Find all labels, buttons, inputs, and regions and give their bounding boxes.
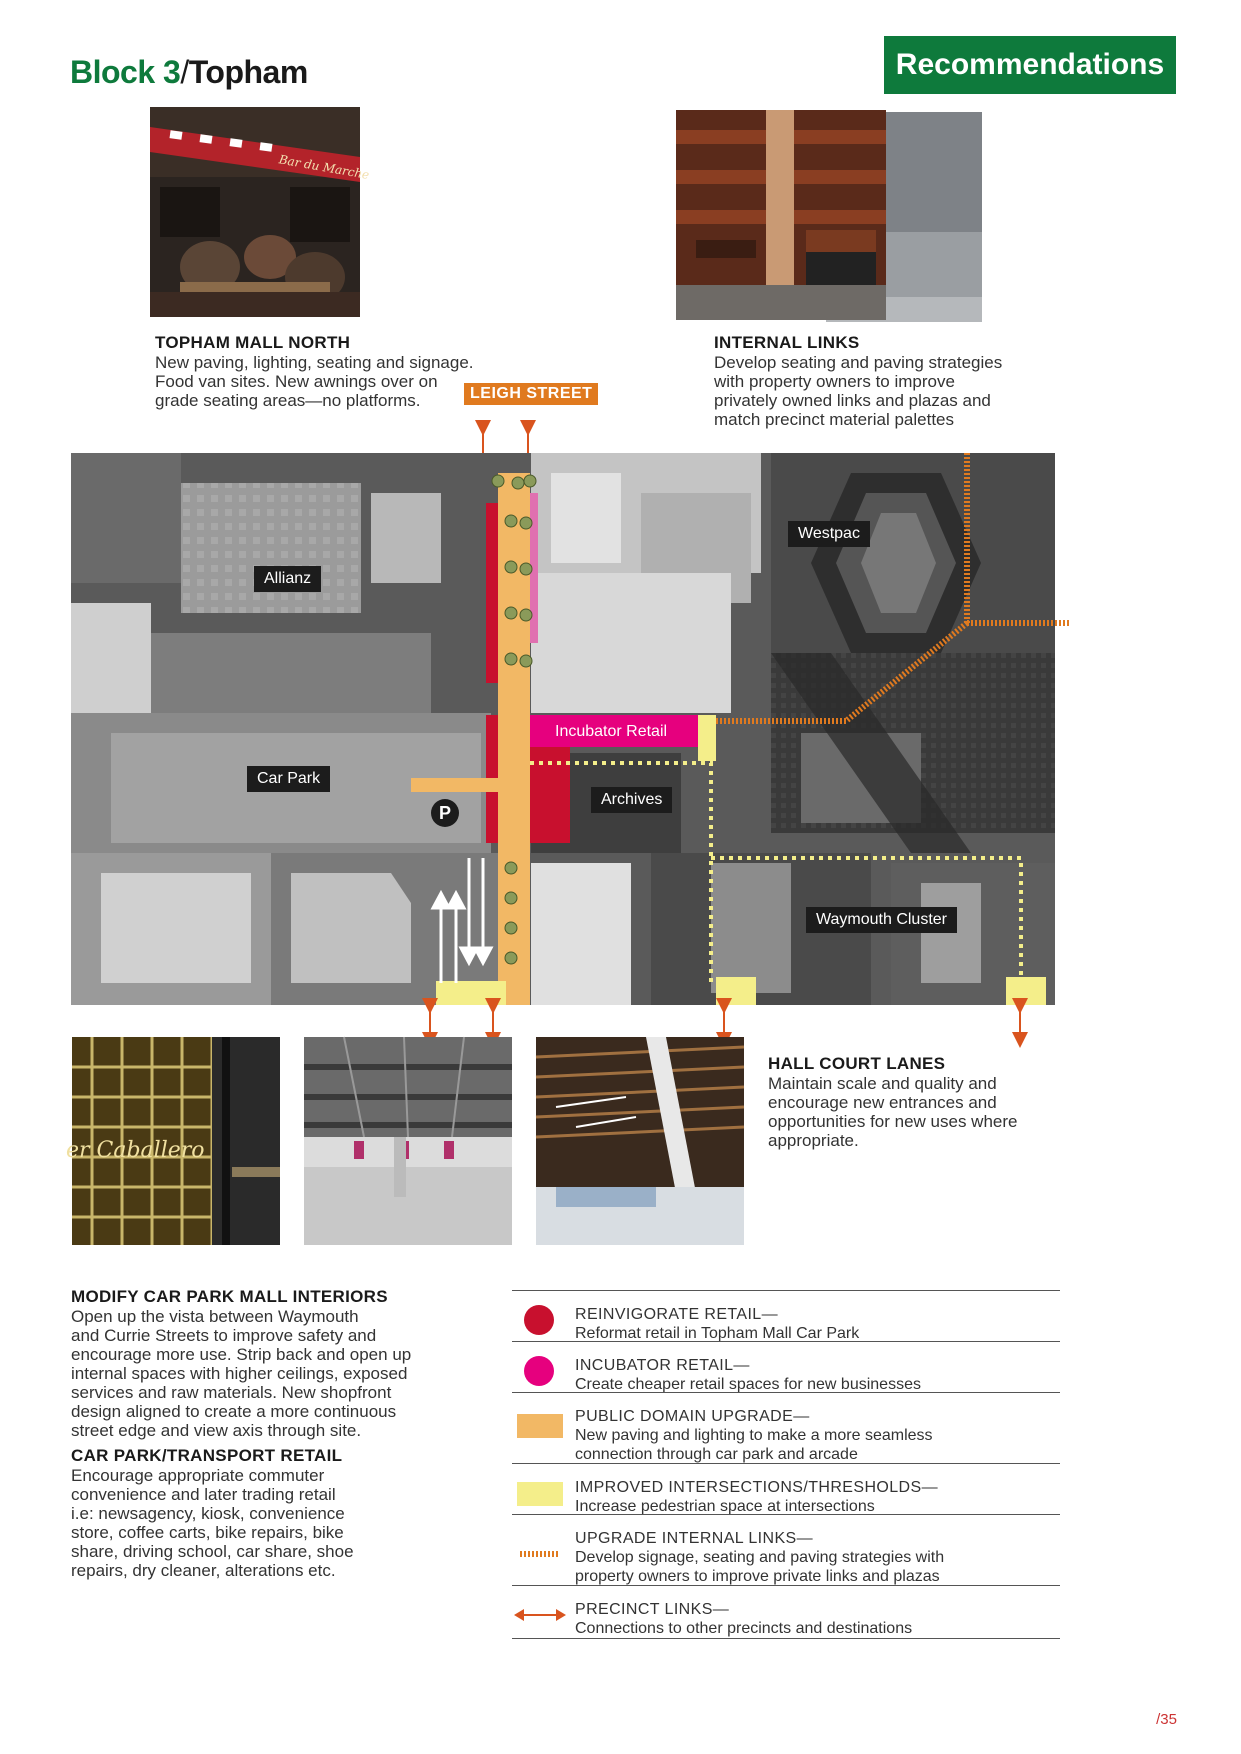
car-park-transport-text [71, 1466, 354, 1580]
legend-desc: connection through car park and arcade [575, 1446, 858, 1463]
cafe-photo [150, 107, 371, 317]
block-name: Topham [188, 54, 308, 90]
arcade-interior-photo [536, 1037, 744, 1245]
internal-links-text [714, 353, 1002, 429]
yellow-swatch-icon [517, 1482, 563, 1506]
seating-photo [676, 110, 886, 320]
text-line: with property owners to improve [714, 372, 955, 391]
text-line: convenience and later trading retail [71, 1485, 336, 1504]
text-line: Open up the vista between Waymouth [71, 1307, 359, 1326]
legend-item-intersections [512, 1463, 1060, 1514]
block-label: Block 3 [70, 54, 181, 90]
modify-car-park-heading: MODIFY CAR PARK MALL INTERIORS [71, 1287, 388, 1306]
awning-sign-text: Bar du Marche [277, 152, 371, 183]
hall-court-lanes-text [768, 1074, 1017, 1150]
modify-car-park-text [71, 1307, 411, 1440]
label-archives: Archives [591, 787, 672, 813]
page-title [70, 54, 308, 91]
legend-desc: Create cheaper retail spaces for new businesses [575, 1376, 921, 1393]
title-slash: / [180, 54, 189, 90]
internal-links-heading: INTERNAL LINKS [714, 333, 860, 352]
text-line: New paving, lighting, seating and signage. [155, 353, 474, 372]
text-line: opportunities for new uses where [768, 1112, 1018, 1131]
page-number: /35 [1156, 1711, 1177, 1728]
text-line: street edge and view axis through site. [71, 1421, 362, 1440]
legend-desc: New paving and lighting to make a more seamless [575, 1427, 933, 1444]
hall-court-lanes-heading: HALL COURT LANES [768, 1054, 946, 1073]
text-line: Food van sites. New awnings over on [155, 372, 438, 391]
double-arrow-icon [514, 1608, 566, 1622]
text-line: design aligned to create a more continuous [71, 1402, 397, 1421]
text-line: privately owned links and plazas and [714, 391, 991, 410]
text-line: i.e: newsagency, kiosk, convenience [71, 1504, 345, 1523]
legend-title: REINVIGORATE RETAIL— [575, 1306, 778, 1323]
legend-item-internal-links [512, 1514, 1060, 1585]
topham-mall-north-text [155, 353, 474, 410]
label-allianz: Allianz [254, 566, 321, 592]
legend-item-reinvigorate [512, 1290, 1060, 1341]
text-line: services and raw materials. New shopfront [71, 1383, 392, 1402]
label-waymouth-cluster: Waymouth Cluster [806, 907, 957, 933]
legend-item-public-domain [512, 1392, 1060, 1463]
legend-item-precinct-links [512, 1585, 1060, 1639]
legend-title: UPGRADE INTERNAL LINKS— [575, 1530, 813, 1547]
legend-item-incubator [512, 1341, 1060, 1392]
legend-title: PUBLIC DOMAIN UPGRADE— [575, 1408, 810, 1425]
legend-title: IMPROVED INTERSECTIONS/THRESHOLDS— [575, 1479, 938, 1496]
text-line: Encourage appropriate commuter [71, 1466, 325, 1485]
label-westpac: Westpac [788, 521, 870, 547]
car-park-interior-photo [304, 1037, 512, 1245]
legend-desc: property owners to improve private links and plazas [575, 1568, 940, 1585]
text-line: and Currie Streets to improve safety and [71, 1326, 377, 1345]
text-line: store, coffee carts, bike repairs, bike [71, 1523, 344, 1542]
legend-desc: Connections to other precincts and destinations [575, 1620, 913, 1637]
text-line: encourage more use. Strip back and open up [71, 1345, 412, 1364]
shelving-interior-photo [66, 1037, 280, 1245]
dotted-line-icon [520, 1551, 560, 1557]
legend-title: INCUBATOR RETAIL— [575, 1357, 750, 1374]
car-park-transport-heading: CAR PARK/TRANSPORT RETAIL [71, 1446, 343, 1465]
legend-desc: Reformat retail in Topham Mall Car Park [575, 1325, 860, 1342]
legend-desc: Develop signage, seating and paving strategies with [575, 1549, 945, 1566]
section-badge: Recommendations [884, 36, 1176, 94]
label-incubator-retail: Incubator Retail [555, 723, 668, 740]
text-line: internal spaces with higher ceilings, exposed [71, 1364, 408, 1383]
text-line: match precinct material palettes [714, 410, 954, 429]
parking-icon: P [431, 799, 459, 827]
aerial-map [71, 453, 1055, 1005]
orange-swatch-icon [517, 1414, 563, 1438]
text-line: Maintain scale and quality and [768, 1074, 997, 1093]
magenta-dot-icon [524, 1356, 554, 1386]
text-line: grade seating areas—no platforms. [155, 391, 421, 410]
legend-title: PRECINCT LINKS— [575, 1601, 730, 1618]
text-line: repairs, dry cleaner, alterations etc. [71, 1561, 336, 1580]
leigh-street-tag: LEIGH STREET [464, 383, 598, 405]
label-car-park: Car Park [247, 766, 330, 792]
legend-desc: Increase pedestrian space at intersections [575, 1498, 875, 1515]
text-line: Develop seating and paving strategies [714, 353, 1003, 372]
text-line: encourage new entrances and [768, 1093, 997, 1112]
text-line: share, driving school, car share, shoe [71, 1542, 354, 1561]
text-line: appropriate. [768, 1131, 859, 1150]
shelf-sign-text: er Caballero [66, 1138, 205, 1163]
red-dot-icon [524, 1305, 554, 1335]
topham-mall-north-heading: TOPHAM MALL NORTH [155, 333, 351, 352]
